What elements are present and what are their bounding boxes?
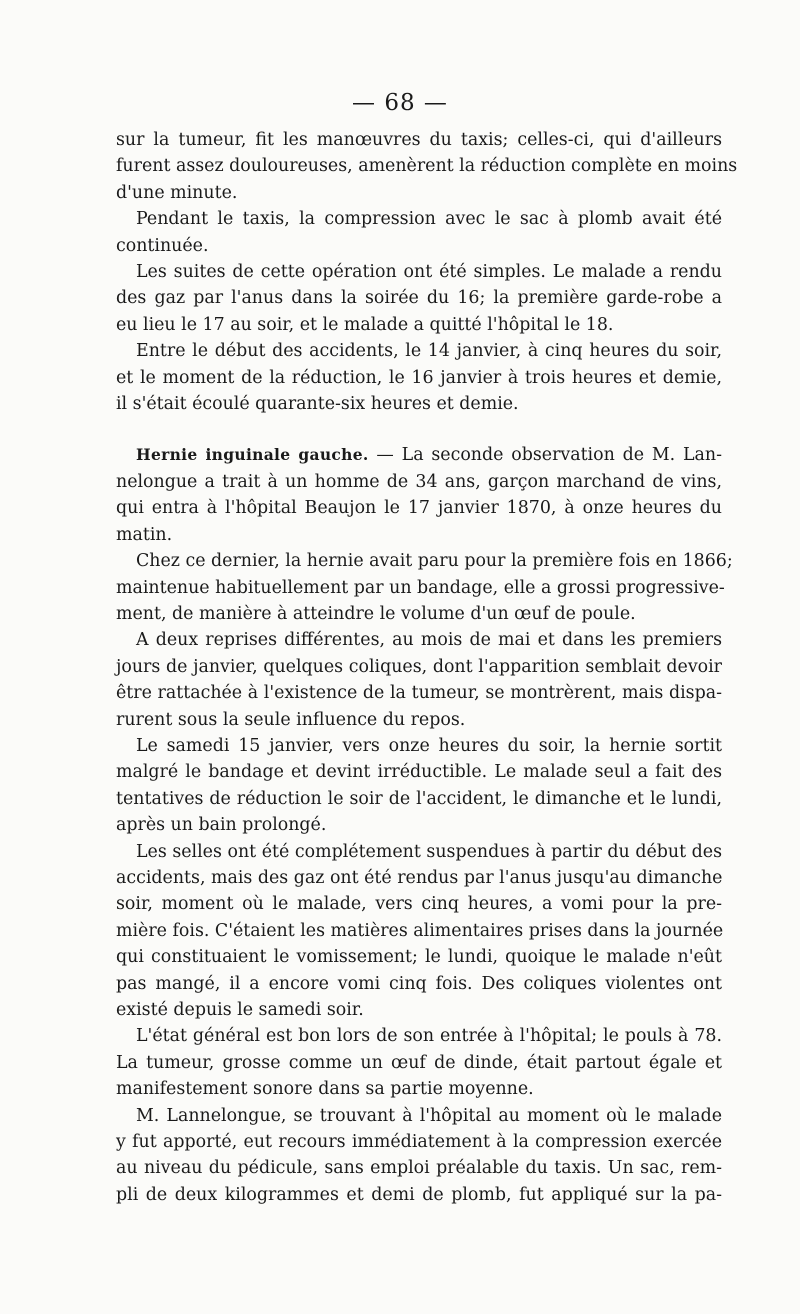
paragraph xyxy=(116,733,722,839)
text-line: accidents, mais des gaz ont été rendus par l'anus jusqu'au dimanche xyxy=(116,867,723,888)
text-line: M. Lannelongue, se trouvant à l'hôpital au moment où le malade xyxy=(136,1105,722,1126)
body-text xyxy=(116,127,738,1208)
text-line: tentatives de réduction le soir de l'accident, le dimanche et le lundi, xyxy=(116,788,722,809)
text-line: y fut apporté, eut recours immédiatement à la compression exercée xyxy=(116,1132,722,1153)
text-line: maintenue habituellement par un bandage, elle a grossi progressive- xyxy=(116,577,725,598)
text-line: manifestement sonore dans sa partie moyenne. xyxy=(116,1079,534,1100)
paragraph xyxy=(116,259,722,338)
paragraph xyxy=(116,127,738,206)
text-line: rurent sous la seule influence du repos. xyxy=(116,709,466,730)
text-line: être rattachée à l'existence de la tumeur, se montrèrent, mais dispa- xyxy=(116,683,722,704)
text-line: au niveau du pédicule, sans emploi préalable du taxis. Un sac, rem- xyxy=(116,1158,722,1179)
section-gap xyxy=(116,417,722,442)
paragraph xyxy=(116,338,722,417)
paragraph xyxy=(116,548,733,627)
text-line: matin. xyxy=(116,524,173,545)
text-line: continuée. xyxy=(116,235,209,256)
text-line: Chez ce dernier, la hernie avait paru pour la première fois en 1866; xyxy=(136,551,733,572)
paragraph xyxy=(116,1023,722,1102)
text-line: et le moment de la réduction, le 16 janvier à trois heures et demie, xyxy=(116,367,722,388)
text-line: Pendant le taxis, la compression avec le sac à plomb avait été xyxy=(136,209,722,230)
text-line: nelongue a trait à un homme de 34 ans, garçon marchand de vins, xyxy=(116,471,722,492)
text-line: Le samedi 15 janvier, vers onze heures du soir, la hernie sortit xyxy=(136,735,722,756)
text-line: ment, de manière à atteindre le volume d'un œuf de poule. xyxy=(116,603,636,624)
text-line xyxy=(116,442,722,468)
paragraph xyxy=(116,839,722,1024)
text-line: eu lieu le 17 au soir, et le malade a quitté l'hôpital le 18. xyxy=(116,314,614,335)
text-line: L'état général est bon lors de son entrée à l'hôpital; le pouls à 78. xyxy=(136,1026,722,1047)
text-line: mière fois. C'étaient les matières alimentaires prises dans la journée xyxy=(116,920,724,941)
text-line: après un bain prolongé. xyxy=(116,815,327,836)
text-line: A deux reprises différentes, au mois de mai et dans les premiers xyxy=(136,630,722,651)
text-line: existé depuis le samedi soir. xyxy=(116,1000,364,1020)
paragraph xyxy=(116,206,722,259)
text-line: d'une minute. xyxy=(116,182,238,203)
text-line: La tumeur, grosse comme un œuf de dinde, était partout égale et xyxy=(116,1052,722,1073)
page-number: — 68 — xyxy=(352,90,448,116)
section-title: Hernie inguinale gauche. xyxy=(136,445,369,465)
paragraph xyxy=(116,627,722,733)
text-line: qui constituaient le vomissement; le lundi, quoique le malade n'eût xyxy=(116,947,722,968)
text-line: qui entra à l'hôpital Beaujon le 17 janvier 1870, à onze heures du xyxy=(116,498,722,519)
text-line: furent assez douloureuses, amenèrent la réduction complète en moins xyxy=(116,156,738,177)
text-line: sur la tumeur, fit les manœuvres du taxis; celles-ci, qui d'ailleurs xyxy=(116,130,722,150)
text-line: malgré le bandage et devint irréductible. Le malade seul a fait des xyxy=(116,762,722,783)
text-line: des gaz par l'anus dans la soirée du 16; la première garde-robe a xyxy=(116,288,722,309)
text-line: Entre le début des accidents, le 14 janvier, à cinq heures du soir, xyxy=(136,341,722,362)
text-line: pli de deux kilogrammes et demi de plomb, fut appliqué sur la pa- xyxy=(116,1184,722,1205)
text-fragment: — La seconde observation de M. Lan- xyxy=(368,445,723,466)
text-line: Les selles ont été complétement suspendues à partir du début des xyxy=(136,841,722,862)
paragraph xyxy=(116,442,722,548)
paragraph xyxy=(116,1103,722,1209)
text-line: Les suites de cette opération ont été simples. Le malade a rendu xyxy=(136,262,722,283)
text-line: soir, moment où le malade, vers cinq heures, a vomi pour la pre- xyxy=(116,894,722,915)
text-line: il s'était écoulé quarante-six heures et demie. xyxy=(116,394,519,415)
text-line: pas mangé, il a encore vomi cinq fois. Des coliques violentes ont xyxy=(116,973,722,994)
text-line: jours de janvier, quelques coliques, dont l'apparition semblait devoir xyxy=(116,656,722,677)
